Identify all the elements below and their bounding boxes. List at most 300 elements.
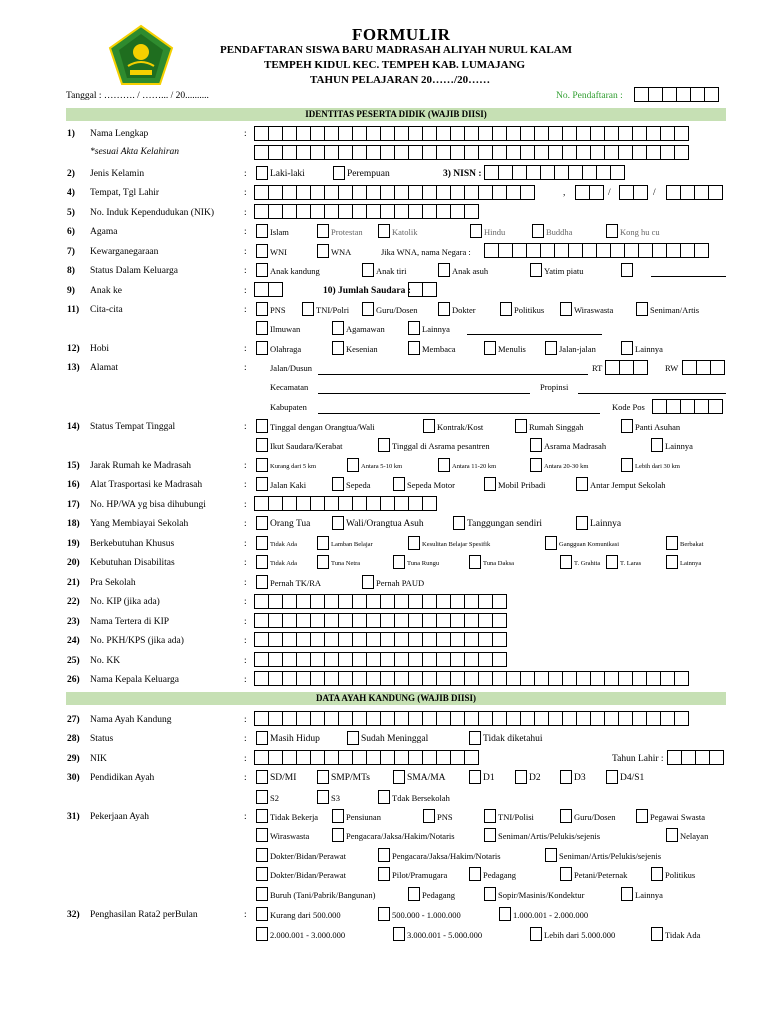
checkbox-jarak-3[interactable] bbox=[438, 458, 450, 472]
input-box[interactable] bbox=[674, 671, 689, 686]
checkbox-d1[interactable] bbox=[469, 770, 481, 784]
input-box[interactable] bbox=[562, 671, 577, 686]
input-box[interactable] bbox=[610, 165, 625, 180]
input-box[interactable] bbox=[282, 145, 297, 160]
input-box[interactable] bbox=[450, 711, 465, 726]
father-name-boxes[interactable] bbox=[254, 711, 689, 726]
input-box[interactable] bbox=[338, 652, 353, 667]
input-box[interactable] bbox=[254, 711, 269, 726]
checkbox-job[interactable] bbox=[408, 887, 420, 901]
input-box[interactable] bbox=[310, 632, 325, 647]
checkbox-tidak-sekolah[interactable] bbox=[378, 790, 390, 804]
input-box[interactable] bbox=[464, 671, 479, 686]
date-field[interactable]: Tanggal : ………. / ……... / 20.......... bbox=[66, 91, 209, 101]
registration-number-boxes[interactable] bbox=[634, 87, 719, 102]
input-box[interactable] bbox=[478, 613, 493, 628]
input-box[interactable] bbox=[254, 145, 269, 160]
input-box[interactable] bbox=[492, 185, 507, 200]
input-box[interactable] bbox=[694, 243, 709, 258]
input-box[interactable] bbox=[254, 204, 269, 219]
checkbox-wiraswasta[interactable] bbox=[560, 302, 572, 316]
input-box[interactable] bbox=[352, 185, 367, 200]
input-box[interactable] bbox=[324, 496, 339, 511]
input-box[interactable] bbox=[436, 594, 451, 609]
checkbox-asrama-madrasah[interactable] bbox=[530, 438, 542, 452]
input-box[interactable] bbox=[422, 594, 437, 609]
input-box[interactable] bbox=[562, 711, 577, 726]
checkbox-pns[interactable] bbox=[256, 302, 268, 316]
input-box[interactable] bbox=[310, 204, 325, 219]
checkbox-buddha[interactable] bbox=[532, 224, 544, 238]
input-box[interactable] bbox=[310, 145, 325, 160]
input-box[interactable] bbox=[296, 126, 311, 141]
checkbox-sepeda[interactable] bbox=[332, 477, 344, 491]
checkbox-dis-4[interactable] bbox=[469, 555, 481, 569]
input-box[interactable] bbox=[324, 613, 339, 628]
input-box[interactable] bbox=[646, 711, 661, 726]
input-box[interactable] bbox=[590, 711, 605, 726]
input-box[interactable] bbox=[596, 243, 611, 258]
checkbox-d2[interactable] bbox=[515, 770, 527, 784]
input-box[interactable] bbox=[436, 145, 451, 160]
checkbox-job[interactable] bbox=[560, 809, 572, 823]
input-box[interactable] bbox=[366, 594, 381, 609]
input-box[interactable] bbox=[352, 652, 367, 667]
input-box[interactable] bbox=[498, 165, 513, 180]
input-box[interactable] bbox=[680, 185, 695, 200]
input-box[interactable] bbox=[268, 145, 283, 160]
checkbox-dis-2[interactable] bbox=[317, 555, 329, 569]
input-box[interactable] bbox=[548, 671, 563, 686]
checkbox-wni[interactable] bbox=[256, 244, 268, 258]
rt-boxes[interactable] bbox=[605, 360, 648, 375]
input-box[interactable] bbox=[576, 671, 591, 686]
input-box[interactable] bbox=[310, 185, 325, 200]
checkbox-job[interactable] bbox=[469, 867, 481, 881]
input-box[interactable] bbox=[338, 145, 353, 160]
input-box[interactable] bbox=[380, 126, 395, 141]
input-box[interactable] bbox=[268, 204, 283, 219]
phone-boxes[interactable] bbox=[254, 496, 437, 511]
input-box[interactable] bbox=[338, 185, 353, 200]
father-nik-boxes[interactable] bbox=[254, 750, 479, 765]
input-box[interactable] bbox=[520, 145, 535, 160]
checkbox-jalan-kaki[interactable] bbox=[256, 477, 268, 491]
input-box[interactable] bbox=[324, 750, 339, 765]
input-box[interactable] bbox=[408, 613, 423, 628]
checkbox-khusus-1[interactable] bbox=[256, 536, 268, 550]
checkbox-other-status[interactable] bbox=[621, 263, 633, 277]
input-box[interactable] bbox=[534, 671, 549, 686]
input-box[interactable] bbox=[310, 126, 325, 141]
input-box[interactable] bbox=[562, 145, 577, 160]
input-box[interactable] bbox=[324, 126, 339, 141]
other-line[interactable] bbox=[467, 334, 602, 335]
input-box[interactable] bbox=[380, 204, 395, 219]
checkbox-job[interactable] bbox=[636, 809, 648, 823]
input-box[interactable] bbox=[450, 671, 465, 686]
input-box[interactable] bbox=[450, 126, 465, 141]
input-box[interactable] bbox=[338, 126, 353, 141]
input-box[interactable] bbox=[408, 671, 423, 686]
input-box[interactable] bbox=[632, 145, 647, 160]
input-box[interactable] bbox=[590, 145, 605, 160]
checkbox-anak-tiri[interactable] bbox=[362, 263, 374, 277]
input-box[interactable] bbox=[464, 204, 479, 219]
checkbox-dis-6[interactable] bbox=[606, 555, 618, 569]
input-box[interactable] bbox=[268, 711, 283, 726]
input-box[interactable] bbox=[660, 671, 675, 686]
input-box[interactable] bbox=[478, 594, 493, 609]
input-box[interactable] bbox=[352, 126, 367, 141]
input-box[interactable] bbox=[604, 711, 619, 726]
input-box[interactable] bbox=[576, 145, 591, 160]
input-box[interactable] bbox=[338, 671, 353, 686]
input-box[interactable] bbox=[554, 165, 569, 180]
input-box[interactable] bbox=[492, 145, 507, 160]
input-box[interactable] bbox=[422, 671, 437, 686]
input-box[interactable] bbox=[464, 613, 479, 628]
input-box[interactable] bbox=[254, 282, 269, 297]
input-box[interactable] bbox=[478, 145, 493, 160]
birth-month-boxes[interactable] bbox=[619, 185, 648, 200]
checkbox-d3[interactable] bbox=[560, 770, 572, 784]
input-box[interactable] bbox=[282, 711, 297, 726]
siblings-boxes[interactable] bbox=[408, 282, 437, 297]
input-box[interactable] bbox=[492, 671, 507, 686]
birthplace-boxes[interactable] bbox=[254, 185, 535, 200]
checkbox-khusus-5[interactable] bbox=[666, 536, 678, 550]
input-box[interactable] bbox=[478, 185, 493, 200]
checkbox-job[interactable] bbox=[256, 887, 268, 901]
checkbox-lainnya[interactable] bbox=[408, 321, 420, 335]
checkbox-job[interactable] bbox=[651, 867, 663, 881]
input-box[interactable] bbox=[464, 185, 479, 200]
postcode-boxes[interactable] bbox=[652, 399, 723, 414]
input-box[interactable] bbox=[310, 671, 325, 686]
input-box[interactable] bbox=[324, 145, 339, 160]
checkbox-jarak-4[interactable] bbox=[530, 458, 542, 472]
input-box[interactable] bbox=[296, 496, 311, 511]
input-box[interactable] bbox=[540, 165, 555, 180]
input-box[interactable] bbox=[575, 185, 590, 200]
input-box[interactable] bbox=[282, 652, 297, 667]
input-box[interactable] bbox=[296, 185, 311, 200]
input-box[interactable] bbox=[422, 145, 437, 160]
input-box[interactable] bbox=[596, 165, 611, 180]
input-box[interactable] bbox=[254, 126, 269, 141]
birth-day-boxes[interactable] bbox=[575, 185, 604, 200]
checkbox-dis-3[interactable] bbox=[393, 555, 405, 569]
input-box[interactable] bbox=[666, 243, 681, 258]
input-box[interactable] bbox=[380, 632, 395, 647]
input-box[interactable] bbox=[660, 145, 675, 160]
input-box[interactable] bbox=[436, 671, 451, 686]
input-box[interactable] bbox=[568, 243, 583, 258]
input-box[interactable] bbox=[619, 360, 634, 375]
checkbox-hidup[interactable] bbox=[256, 731, 268, 745]
input-box[interactable] bbox=[520, 126, 535, 141]
street-line[interactable] bbox=[318, 374, 588, 375]
input-box[interactable] bbox=[450, 594, 465, 609]
checkbox-income-6[interactable] bbox=[530, 927, 542, 941]
input-box[interactable] bbox=[666, 399, 681, 414]
input-box[interactable] bbox=[268, 613, 283, 628]
input-box[interactable] bbox=[352, 204, 367, 219]
input-box[interactable] bbox=[576, 711, 591, 726]
checkbox-guru[interactable] bbox=[362, 302, 374, 316]
input-box[interactable] bbox=[464, 632, 479, 647]
checkbox-singgah[interactable] bbox=[515, 419, 527, 433]
input-box[interactable] bbox=[408, 204, 423, 219]
input-box[interactable] bbox=[674, 126, 689, 141]
input-box[interactable] bbox=[618, 126, 633, 141]
input-box[interactable] bbox=[408, 652, 423, 667]
input-box[interactable] bbox=[282, 185, 297, 200]
input-box[interactable] bbox=[338, 632, 353, 647]
birth-year-boxes[interactable] bbox=[666, 185, 723, 200]
input-box[interactable] bbox=[464, 594, 479, 609]
checkbox-politikus[interactable] bbox=[500, 302, 512, 316]
input-box[interactable] bbox=[680, 243, 695, 258]
checkbox-job[interactable] bbox=[256, 809, 268, 823]
checkbox-protestan[interactable] bbox=[317, 224, 329, 238]
input-box[interactable] bbox=[506, 671, 521, 686]
checkbox-job[interactable] bbox=[256, 848, 268, 862]
checkbox-job[interactable] bbox=[378, 867, 390, 881]
checkbox-wna[interactable] bbox=[317, 244, 329, 258]
checkbox-antar-jemput[interactable] bbox=[576, 477, 588, 491]
input-box[interactable] bbox=[464, 750, 479, 765]
input-box[interactable] bbox=[632, 671, 647, 686]
input-box[interactable] bbox=[268, 671, 283, 686]
checkbox-paud[interactable] bbox=[362, 575, 374, 589]
input-box[interactable] bbox=[338, 594, 353, 609]
checkbox-jarak-5[interactable] bbox=[621, 458, 633, 472]
input-box[interactable] bbox=[506, 126, 521, 141]
input-box[interactable] bbox=[296, 750, 311, 765]
input-box[interactable] bbox=[310, 750, 325, 765]
input-box[interactable] bbox=[268, 632, 283, 647]
input-box[interactable] bbox=[282, 750, 297, 765]
input-box[interactable] bbox=[492, 632, 507, 647]
input-box[interactable] bbox=[632, 711, 647, 726]
checkbox-jarak-2[interactable] bbox=[347, 458, 359, 472]
province-line[interactable] bbox=[578, 393, 726, 394]
input-box[interactable] bbox=[422, 282, 437, 297]
input-box[interactable] bbox=[380, 594, 395, 609]
kk-boxes[interactable] bbox=[254, 652, 507, 667]
checkbox-job[interactable] bbox=[666, 828, 678, 842]
input-box[interactable] bbox=[296, 711, 311, 726]
input-box[interactable] bbox=[498, 243, 513, 258]
input-box[interactable] bbox=[296, 594, 311, 609]
input-box[interactable] bbox=[394, 126, 409, 141]
checkbox-tni[interactable] bbox=[302, 302, 314, 316]
checkbox-yatim-piatu[interactable] bbox=[530, 263, 542, 277]
input-box[interactable] bbox=[681, 750, 696, 765]
checkbox-job[interactable] bbox=[332, 809, 344, 823]
input-box[interactable] bbox=[660, 711, 675, 726]
checkbox-job[interactable] bbox=[484, 887, 496, 901]
input-box[interactable] bbox=[310, 711, 325, 726]
input-box[interactable] bbox=[708, 399, 723, 414]
input-box[interactable] bbox=[394, 145, 409, 160]
input-box[interactable] bbox=[366, 671, 381, 686]
checkbox-dokter[interactable] bbox=[438, 302, 450, 316]
input-box[interactable] bbox=[296, 613, 311, 628]
checkbox-ilmuwan[interactable] bbox=[256, 321, 268, 335]
checkbox-kost[interactable] bbox=[423, 419, 435, 433]
input-box[interactable] bbox=[296, 204, 311, 219]
input-box[interactable] bbox=[380, 185, 395, 200]
input-box[interactable] bbox=[646, 145, 661, 160]
checkbox-job[interactable] bbox=[621, 887, 633, 901]
input-box[interactable] bbox=[506, 711, 521, 726]
checkbox-job[interactable] bbox=[256, 828, 268, 842]
input-box[interactable] bbox=[366, 711, 381, 726]
checkbox-asrama-pesantren[interactable] bbox=[378, 438, 390, 452]
input-box[interactable] bbox=[254, 671, 269, 686]
input-box[interactable] bbox=[394, 671, 409, 686]
checkbox-meninggal[interactable] bbox=[347, 731, 359, 745]
input-box[interactable] bbox=[633, 185, 648, 200]
input-box[interactable] bbox=[464, 652, 479, 667]
input-box[interactable] bbox=[324, 711, 339, 726]
input-box[interactable] bbox=[268, 594, 283, 609]
input-box[interactable] bbox=[408, 282, 423, 297]
checkbox-katolik[interactable] bbox=[378, 224, 390, 238]
input-box[interactable] bbox=[590, 671, 605, 686]
input-box[interactable] bbox=[352, 711, 367, 726]
name-boxes-row1[interactable] bbox=[254, 126, 689, 141]
checkbox-membaca[interactable] bbox=[408, 341, 420, 355]
input-box[interactable] bbox=[296, 145, 311, 160]
input-box[interactable] bbox=[562, 126, 577, 141]
input-box[interactable] bbox=[380, 613, 395, 628]
checkbox-anak-asuh[interactable] bbox=[438, 263, 450, 277]
input-box[interactable] bbox=[694, 399, 709, 414]
checkbox-s3[interactable] bbox=[317, 790, 329, 804]
input-box[interactable] bbox=[394, 632, 409, 647]
input-box[interactable] bbox=[408, 711, 423, 726]
input-box[interactable] bbox=[338, 496, 353, 511]
input-box[interactable] bbox=[638, 243, 653, 258]
checkbox-khusus-2[interactable] bbox=[317, 536, 329, 550]
input-box[interactable] bbox=[478, 671, 493, 686]
input-box[interactable] bbox=[605, 360, 620, 375]
input-box[interactable] bbox=[478, 126, 493, 141]
input-box[interactable] bbox=[422, 204, 437, 219]
checkbox-job[interactable] bbox=[484, 828, 496, 842]
input-box[interactable] bbox=[422, 126, 437, 141]
input-box[interactable] bbox=[366, 496, 381, 511]
input-box[interactable] bbox=[408, 145, 423, 160]
input-box[interactable] bbox=[380, 750, 395, 765]
checkbox-sma[interactable] bbox=[393, 770, 405, 784]
checkbox-anak-kandung[interactable] bbox=[256, 263, 268, 277]
checkbox-income-5[interactable] bbox=[393, 927, 405, 941]
input-box[interactable] bbox=[282, 126, 297, 141]
input-box[interactable] bbox=[394, 750, 409, 765]
input-box[interactable] bbox=[268, 185, 283, 200]
input-box[interactable] bbox=[520, 711, 535, 726]
input-box[interactable] bbox=[674, 711, 689, 726]
checkbox-dis-5[interactable] bbox=[560, 555, 572, 569]
checkbox-sendiri[interactable] bbox=[453, 516, 465, 530]
checkbox-smp[interactable] bbox=[317, 770, 329, 784]
input-box[interactable] bbox=[436, 632, 451, 647]
input-box[interactable] bbox=[310, 613, 325, 628]
input-box[interactable] bbox=[324, 671, 339, 686]
input-box[interactable] bbox=[604, 126, 619, 141]
input-box[interactable] bbox=[380, 496, 395, 511]
checkbox-job[interactable] bbox=[484, 809, 496, 823]
checkbox-income-2[interactable] bbox=[378, 907, 390, 921]
input-box[interactable] bbox=[254, 613, 269, 628]
input-box[interactable] bbox=[534, 126, 549, 141]
input-box[interactable] bbox=[324, 204, 339, 219]
input-box[interactable] bbox=[646, 671, 661, 686]
input-box[interactable] bbox=[548, 711, 563, 726]
input-box[interactable] bbox=[394, 185, 409, 200]
checkbox-tinggal-lainnya[interactable] bbox=[651, 438, 663, 452]
input-box[interactable] bbox=[352, 145, 367, 160]
checkbox-job[interactable] bbox=[545, 848, 557, 862]
input-box[interactable] bbox=[604, 145, 619, 160]
input-box[interactable] bbox=[366, 204, 381, 219]
checkbox-income-4[interactable] bbox=[256, 927, 268, 941]
input-box[interactable] bbox=[610, 243, 625, 258]
input-box[interactable] bbox=[282, 613, 297, 628]
input-box[interactable] bbox=[422, 613, 437, 628]
checkbox-hobi-lainnya[interactable] bbox=[621, 341, 633, 355]
input-box[interactable] bbox=[324, 652, 339, 667]
input-box[interactable] bbox=[666, 185, 681, 200]
checkbox-job[interactable] bbox=[560, 867, 572, 881]
checkbox-jarak-1[interactable] bbox=[256, 458, 268, 472]
checkbox-job[interactable] bbox=[423, 809, 435, 823]
input-box[interactable] bbox=[520, 185, 535, 200]
input-box[interactable] bbox=[352, 750, 367, 765]
input-box[interactable] bbox=[338, 711, 353, 726]
input-box[interactable] bbox=[254, 185, 269, 200]
input-box[interactable] bbox=[394, 613, 409, 628]
input-box[interactable] bbox=[366, 750, 381, 765]
input-box[interactable] bbox=[338, 204, 353, 219]
checkbox-khusus-4[interactable] bbox=[545, 536, 557, 550]
country-boxes[interactable] bbox=[484, 243, 709, 258]
input-box[interactable] bbox=[633, 360, 648, 375]
checkbox-orangtua[interactable] bbox=[256, 419, 268, 433]
input-box[interactable] bbox=[554, 243, 569, 258]
family-head-boxes[interactable] bbox=[254, 671, 689, 686]
checkbox-job[interactable] bbox=[378, 848, 390, 862]
input-box[interactable] bbox=[568, 165, 583, 180]
input-box[interactable] bbox=[380, 671, 395, 686]
input-box[interactable] bbox=[506, 185, 521, 200]
input-box[interactable] bbox=[652, 243, 667, 258]
input-box[interactable] bbox=[492, 594, 507, 609]
input-box[interactable] bbox=[422, 711, 437, 726]
input-box[interactable] bbox=[408, 126, 423, 141]
input-box[interactable] bbox=[268, 652, 283, 667]
input-box[interactable] bbox=[696, 360, 711, 375]
input-box[interactable] bbox=[422, 632, 437, 647]
father-birth-year-boxes[interactable] bbox=[667, 750, 724, 765]
input-box[interactable] bbox=[436, 613, 451, 628]
input-box[interactable] bbox=[366, 632, 381, 647]
